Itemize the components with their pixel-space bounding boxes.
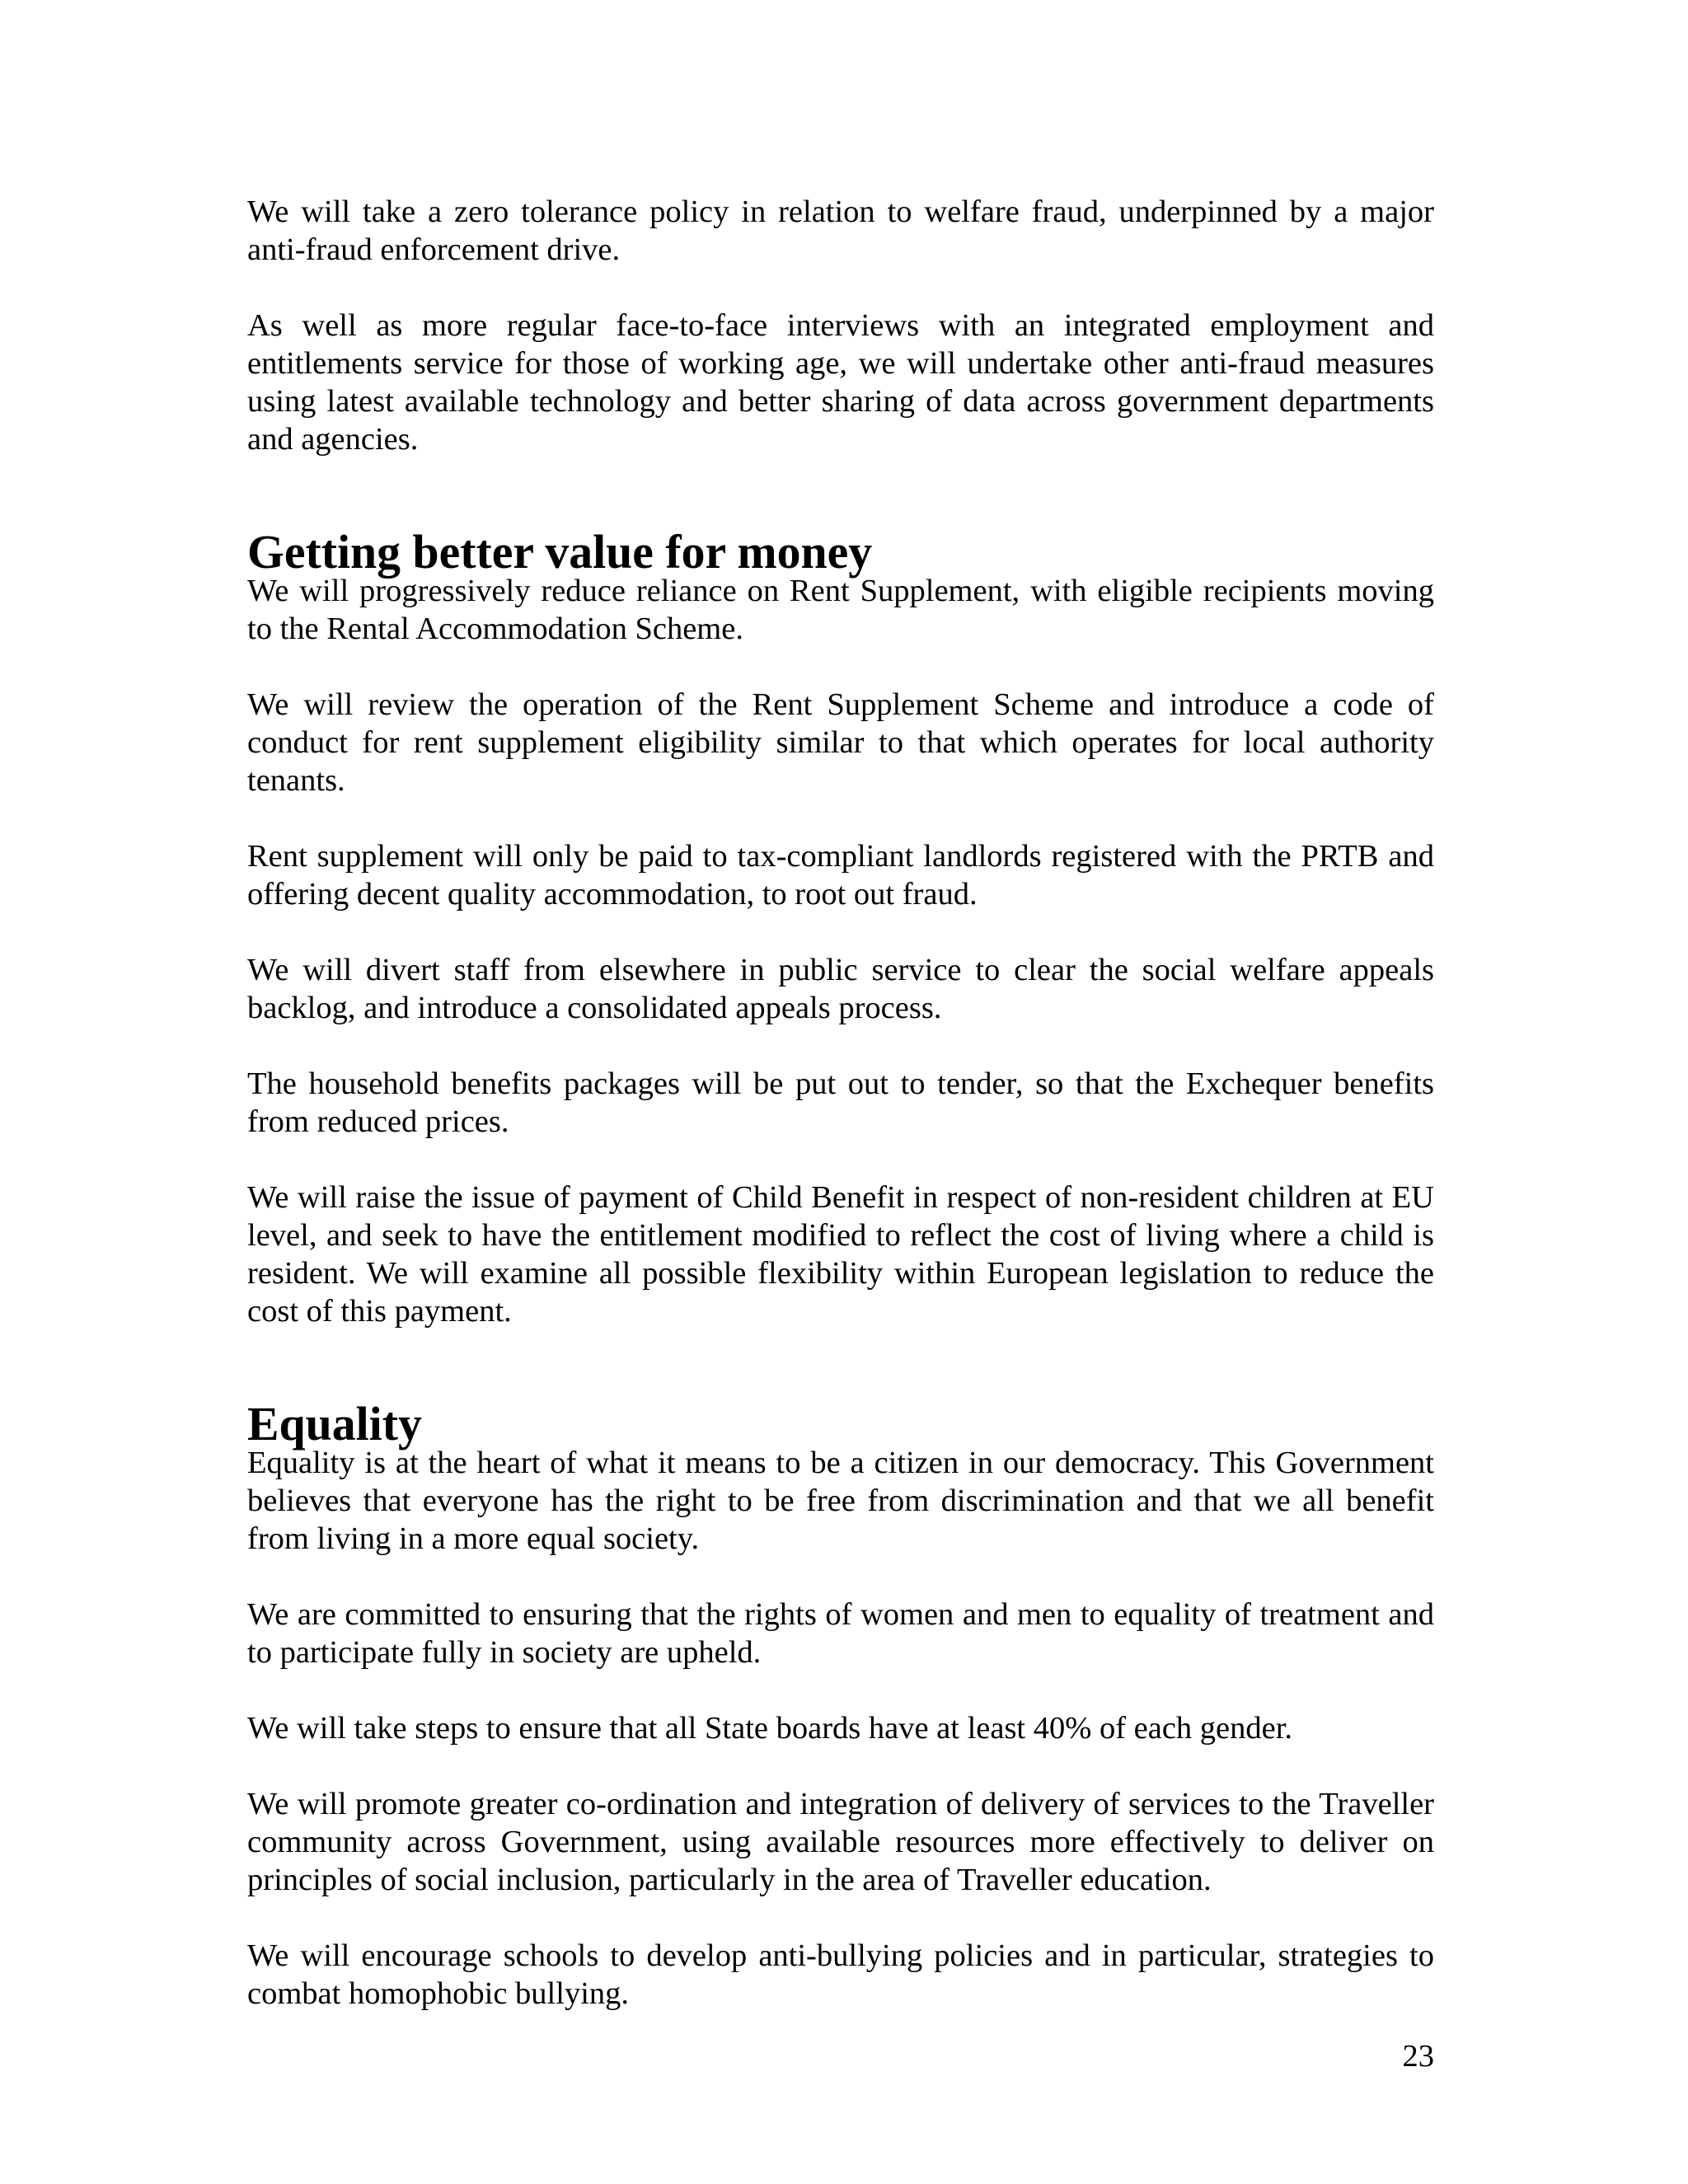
- value-for-money-paragraph-2: We will review the operation of the Rent Supplement Scheme and introduce a code of conduct for rent supplement eligibility similar to that which operates for local authority tenants.: [247, 687, 1434, 798]
- equality-paragraph-2: We are committed to ensuring that the rights of women and men to equality of treatment and to participate fully in society are upheld.: [247, 1597, 1434, 1670]
- equality-paragraph-4: We will promote greater co-ordination and integration of delivery of services to the Traveller community across Government, using available resources more effectively to deliver on principles of social inclusion, particularly in the area of Traveller education.: [247, 1787, 1434, 1897]
- equality-paragraph-1: Equality is at the heart of what it means to be a citizen in our democracy. This Government believes that everyone has the right to be free from discrimination and that we all benefit from living in a more equal society.: [247, 1446, 1434, 1556]
- intro-section: [247, 193, 1434, 458]
- equality-section: [247, 1399, 1434, 2013]
- value-for-money-paragraph-3: Rent supplement will only be paid to tax-compliant landlords registered with the PRTB and offering decent quality accommodation, to root out fraud.: [247, 839, 1434, 912]
- page-number: 23: [1402, 2039, 1434, 2074]
- value-for-money-heading: Getting better value for money: [247, 527, 873, 579]
- value-for-money-paragraph-6: We will raise the issue of payment of Child Benefit in respect of non-resident children at EU level, and seek to have the entitlement modified to reflect the cost of living where a child is resident. We will examine all possible flexibility within European legislation to reduce the cost of this payment.: [247, 1180, 1434, 1329]
- value-for-money-paragraph-4: We will divert staff from elsewhere in public service to clear the social welfare appeals backlog, and introduce a consolidated appeals process.: [247, 953, 1434, 1025]
- equality-paragraph-5: We will encourage schools to develop anti-bullying policies and in particular, strategies to combat homophobic bullying.: [247, 1938, 1434, 2011]
- equality-paragraph-3: We will take steps to ensure that all State boards have at least 40% of each gender.: [247, 1711, 1293, 1746]
- equality-heading: Equality: [247, 1399, 422, 1451]
- intro-paragraph-1: We will take a zero tolerance policy in relation to welfare fraud, underpinned by a major anti-fraud enforcement drive.: [247, 194, 1434, 267]
- value-for-money-paragraph-1: We will progressively reduce reliance on Rent Supplement, with eligible recipients moving to the Rental Accommodation Scheme.: [247, 574, 1434, 646]
- intro-paragraph-2: As well as more regular face-to-face interviews with an integrated employment and entitlements service for those of working age, we will undertake other anti-fraud measures using latest available technology and better sharing of data across government departments and agencies.: [247, 308, 1434, 457]
- text-column: [247, 193, 1434, 2050]
- value-for-money-paragraph-5: The household benefits packages will be put out to tender, so that the Exchequer benefits from reduced prices.: [247, 1066, 1434, 1139]
- value-for-money-section: [247, 527, 1434, 1330]
